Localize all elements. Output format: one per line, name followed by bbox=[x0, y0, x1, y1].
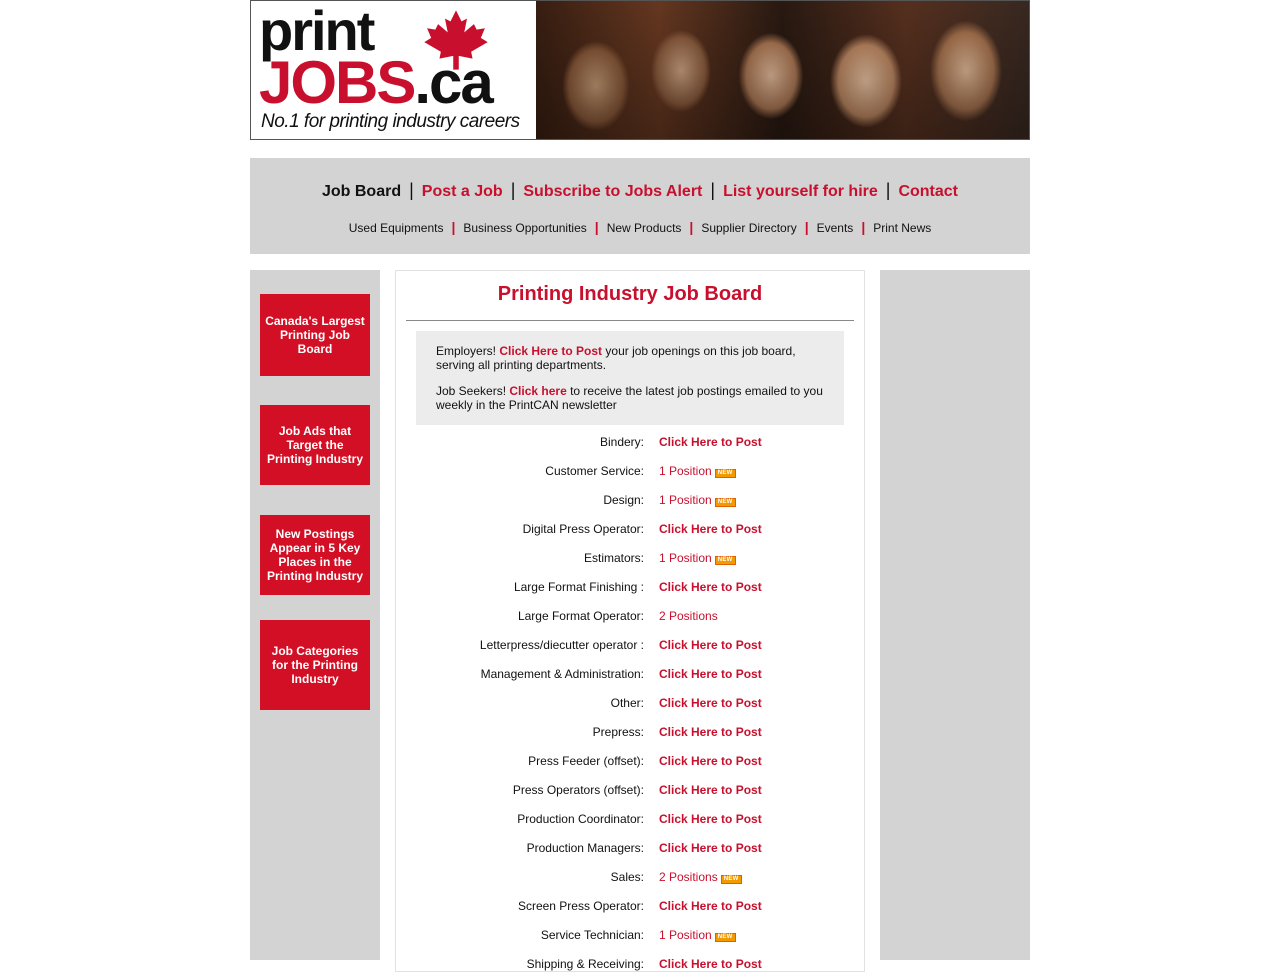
job-value-text: 2 Positions bbox=[659, 609, 718, 623]
post-job-link[interactable] bbox=[659, 638, 762, 652]
logo-jobs-word: JOBS bbox=[259, 49, 415, 116]
subnav-separator: | bbox=[451, 219, 456, 235]
job-category-label: Prepress: bbox=[592, 725, 644, 739]
job-row bbox=[396, 839, 864, 859]
logo-tagline: No.1 for printing industry careers bbox=[261, 111, 520, 132]
right-sidebar bbox=[880, 270, 1030, 960]
main-content bbox=[395, 270, 865, 972]
new-badge-icon: NEW bbox=[715, 933, 736, 942]
job-category-label: Management & Administration: bbox=[480, 667, 644, 681]
new-badge-icon: NEW bbox=[715, 556, 736, 565]
job-row bbox=[396, 462, 864, 482]
job-category-label: Large Format Operator: bbox=[517, 609, 644, 623]
job-row bbox=[396, 549, 864, 569]
job-row bbox=[396, 694, 864, 714]
subnav-separator: | bbox=[861, 219, 866, 235]
seekers-suffix: to receive the latest job postings emailed to you weekly in the PrintCAN newsletter bbox=[436, 384, 823, 412]
job-category-label: Design: bbox=[603, 493, 644, 507]
job-category-label: Other: bbox=[610, 696, 644, 710]
job-row bbox=[396, 868, 864, 888]
job-row bbox=[396, 607, 864, 627]
employers-post-link[interactable]: Click Here to Post bbox=[499, 344, 603, 358]
job-category-label: Letterpress/diecutter operator : bbox=[479, 638, 644, 652]
info-box bbox=[416, 331, 844, 425]
positions-link[interactable] bbox=[659, 928, 736, 942]
job-category-label: Production Managers: bbox=[526, 841, 644, 855]
subnav-link-print-news[interactable]: Print News bbox=[873, 221, 932, 235]
job-value-text: Click Here to Post bbox=[659, 667, 762, 681]
job-category-label: Large Format Finishing : bbox=[513, 580, 644, 594]
job-value-text: Click Here to Post bbox=[659, 435, 762, 449]
post-job-link[interactable] bbox=[659, 841, 762, 855]
site-logo[interactable] bbox=[251, 1, 535, 139]
job-row bbox=[396, 781, 864, 801]
job-category-label: Screen Press Operator: bbox=[517, 899, 644, 913]
job-value-text: 1 Position bbox=[659, 493, 712, 507]
job-value-text: Click Here to Post bbox=[659, 957, 762, 971]
seekers-notice bbox=[436, 384, 828, 412]
job-row bbox=[396, 723, 864, 743]
job-value-text: Click Here to Post bbox=[659, 638, 762, 652]
subnav-link-supplier-directory[interactable]: Supplier Directory bbox=[701, 221, 797, 235]
job-value-text: Click Here to Post bbox=[659, 783, 762, 797]
job-category-label: Estimators: bbox=[583, 551, 644, 565]
secondary-nav bbox=[250, 219, 1030, 235]
job-category-label: Digital Press Operator: bbox=[522, 522, 644, 536]
job-row bbox=[396, 752, 864, 772]
positions-link[interactable] bbox=[659, 493, 736, 507]
job-row bbox=[396, 491, 864, 511]
main-navigation bbox=[250, 158, 1030, 254]
post-job-link[interactable] bbox=[659, 667, 762, 681]
logo-jobs-text bbox=[259, 49, 492, 116]
subnav-link-events[interactable]: Events bbox=[816, 221, 854, 235]
post-job-link[interactable] bbox=[659, 725, 762, 739]
title-divider bbox=[406, 320, 854, 321]
job-row bbox=[396, 578, 864, 598]
nav-separator: | bbox=[710, 180, 716, 200]
subnav-link-business-opportunities[interactable]: Business Opportunities bbox=[463, 221, 587, 235]
job-row bbox=[396, 926, 864, 946]
employers-prefix: Employers! bbox=[436, 344, 500, 358]
seekers-subscribe-link[interactable]: Click here bbox=[509, 384, 567, 398]
positions-link[interactable] bbox=[659, 551, 736, 565]
post-job-link[interactable] bbox=[659, 812, 762, 826]
subnav-separator: | bbox=[689, 219, 694, 235]
new-badge-icon: NEW bbox=[715, 498, 736, 507]
job-category-label: Press Feeder (offset): bbox=[528, 754, 644, 768]
job-category-label: Customer Service: bbox=[545, 464, 644, 478]
logo-ca-word: .ca bbox=[414, 49, 492, 116]
job-category-label: Service Technician: bbox=[540, 928, 644, 942]
job-row bbox=[396, 665, 864, 685]
subnav-link-new-products[interactable]: New Products bbox=[606, 221, 682, 235]
promo-targeted-ads[interactable]: Job Ads that Target the Printing Industry bbox=[260, 405, 370, 485]
promo-new-postings[interactable]: New Postings Appear in 5 Key Places in the Printing Industry bbox=[260, 515, 370, 595]
header-banner bbox=[250, 0, 1030, 140]
post-job-link[interactable] bbox=[659, 957, 762, 971]
job-value-text: 1 Position bbox=[659, 928, 712, 942]
job-value-text: Click Here to Post bbox=[659, 841, 762, 855]
nav-link-list-yourself-for-hire[interactable]: List yourself for hire bbox=[723, 183, 878, 200]
post-job-link[interactable] bbox=[659, 783, 762, 797]
positions-link[interactable] bbox=[659, 464, 736, 478]
job-category-label: Shipping & Receiving: bbox=[526, 957, 644, 971]
job-value-text: 2 Positions bbox=[659, 870, 718, 884]
job-value-text: Click Here to Post bbox=[659, 696, 762, 710]
nav-separator: | bbox=[885, 180, 891, 200]
nav-link-job-board[interactable]: Job Board bbox=[321, 183, 402, 200]
job-row bbox=[396, 955, 864, 975]
job-value-text: Click Here to Post bbox=[659, 580, 762, 594]
nav-link-subscribe-to-jobs-alert[interactable]: Subscribe to Jobs Alert bbox=[523, 183, 703, 200]
job-value-text: Click Here to Post bbox=[659, 754, 762, 768]
job-value-text: Click Here to Post bbox=[659, 899, 762, 913]
post-job-link[interactable] bbox=[659, 754, 762, 768]
new-badge-icon: NEW bbox=[721, 875, 742, 884]
page-title: Printing Industry Job Board bbox=[497, 283, 763, 305]
subnav-link-used-equipments[interactable]: Used Equipments bbox=[348, 221, 444, 235]
job-value-text: Click Here to Post bbox=[659, 725, 762, 739]
seekers-prefix: Job Seekers! bbox=[436, 384, 510, 398]
job-value-text: Click Here to Post bbox=[659, 522, 762, 536]
employers-notice bbox=[436, 344, 828, 372]
job-row bbox=[396, 520, 864, 540]
employers-suffix: your job openings on this job board, serving all printing departments. bbox=[436, 344, 796, 372]
banner-photo bbox=[536, 1, 1029, 139]
job-category-label: Bindery: bbox=[599, 435, 644, 449]
nav-separator: | bbox=[510, 180, 516, 200]
left-sidebar bbox=[250, 270, 380, 960]
job-row bbox=[396, 810, 864, 830]
positions-link[interactable] bbox=[659, 609, 718, 623]
positions-link[interactable] bbox=[659, 870, 742, 884]
job-row bbox=[396, 433, 864, 453]
nav-link-contact[interactable]: Contact bbox=[898, 183, 959, 200]
job-value-text: Click Here to Post bbox=[659, 812, 762, 826]
post-job-link[interactable] bbox=[659, 899, 762, 913]
post-job-link[interactable] bbox=[659, 696, 762, 710]
subnav-separator: | bbox=[594, 219, 599, 235]
job-row bbox=[396, 897, 864, 917]
subnav-separator: | bbox=[804, 219, 809, 235]
post-job-link[interactable] bbox=[659, 435, 762, 449]
job-value-text: 1 Position bbox=[659, 551, 712, 565]
job-category-label: Sales: bbox=[610, 870, 644, 884]
job-category-label: Press Operators (offset): bbox=[512, 783, 644, 797]
banner-photo-shade bbox=[536, 1, 1029, 139]
job-category-label: Production Coordinator: bbox=[517, 812, 644, 826]
post-job-link[interactable] bbox=[659, 522, 762, 536]
new-badge-icon: NEW bbox=[715, 469, 736, 478]
logo-print-text: print bbox=[259, 0, 374, 62]
job-row bbox=[396, 636, 864, 656]
nav-link-post-a-job[interactable]: Post a Job bbox=[421, 183, 503, 200]
promo-largest-job-board[interactable]: Canada's Largest Printing Job Board bbox=[260, 294, 370, 376]
job-value-text: 1 Position bbox=[659, 464, 712, 478]
post-job-link[interactable] bbox=[659, 580, 762, 594]
primary-nav bbox=[250, 180, 1030, 201]
promo-job-categories[interactable]: Job Categories for the Printing Industry bbox=[260, 620, 370, 710]
nav-separator: | bbox=[409, 180, 414, 200]
